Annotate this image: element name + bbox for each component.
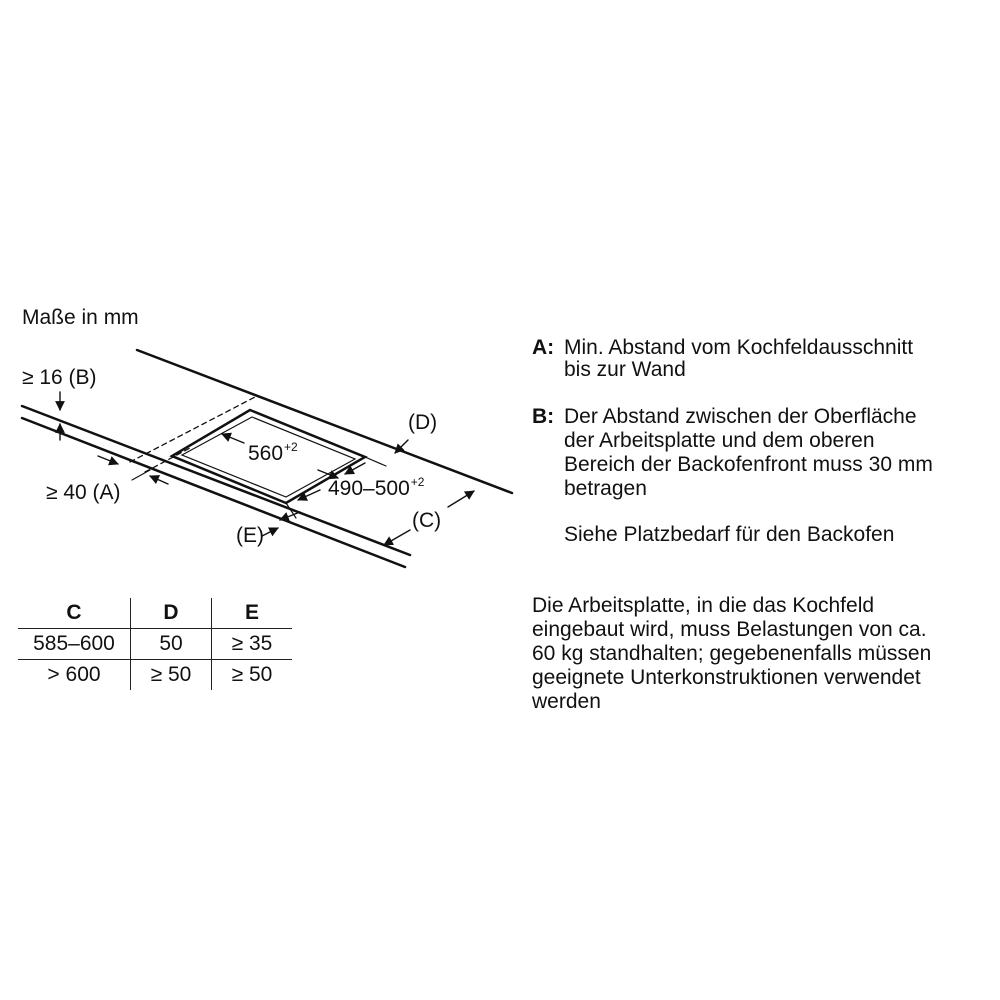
table-header-cell: E: [212, 598, 293, 629]
legend-b-line2: der Arbeitsplatte und dem oberen: [564, 429, 875, 452]
label-c: (C): [412, 509, 442, 532]
dim-490-ext: [365, 457, 386, 466]
table-header-cell: D: [131, 598, 212, 629]
dim-c-bottom: [384, 530, 410, 545]
legend-a-line2: bis zur Wand: [564, 358, 686, 381]
legend-b-line3: Bereich der Backofenfront muss 30 mm: [564, 453, 933, 476]
legend-a-line1: Min. Abstand vom Kochfeldausschnitt: [564, 336, 914, 359]
dim-a-left: [98, 456, 118, 464]
legend-b-line4: betragen: [564, 477, 647, 500]
dim-490-arrow-a: [345, 463, 365, 474]
note-line1: Die Arbeitsplatte, in die das Kochfeld: [532, 594, 875, 617]
table-cell: 50: [131, 629, 212, 660]
dim-a-leader: [132, 470, 150, 480]
table-cell: ≥ 50: [131, 660, 212, 691]
table-cell: > 600: [18, 660, 131, 691]
label-a: ≥ 40 (A): [46, 481, 121, 504]
label-e: (E): [236, 524, 264, 547]
label-560: $560^{+2}$: [248, 440, 298, 465]
label-b: ≥ 16 (B): [22, 366, 97, 389]
dim-c-top: [448, 491, 474, 507]
table-row: [18, 629, 292, 660]
note-line4: geeignete Unterkonstruktionen verwendet: [532, 666, 921, 689]
label-490-500: $490-500^{+2}$: [328, 475, 425, 500]
note-line3: 60 kg standhalten; gegebenenfalls müssen: [532, 642, 932, 665]
table-header-cell: C: [66, 601, 82, 624]
table-cell: ≥ 50: [212, 660, 293, 691]
dim-e-bottom: [262, 528, 278, 536]
dimension-table: [18, 598, 292, 690]
legend-b-note: Siehe Platzbedarf für den Backofen: [564, 523, 895, 546]
units-label: Maße in mm: [22, 306, 139, 329]
hidden-line: [130, 397, 255, 462]
dim-a-right: [150, 476, 168, 484]
note-line2: eingebaut wird, muss Belastungen von ca.: [532, 618, 927, 641]
table-cell: ≥ 35: [212, 629, 293, 660]
label-d: (D): [408, 411, 438, 434]
table-cell: 585–600: [18, 629, 131, 660]
table-header-row: [18, 598, 292, 629]
legend-b-line1: Der Abstand zwischen der Oberfläche: [564, 405, 917, 428]
table-row: [18, 660, 292, 691]
legend-a-key: A:: [532, 336, 555, 359]
dim-e-top: [280, 512, 300, 520]
legend-b-key: B:: [532, 405, 555, 428]
note-line5: werden: [532, 690, 601, 713]
dim-560-left: [222, 434, 244, 443]
